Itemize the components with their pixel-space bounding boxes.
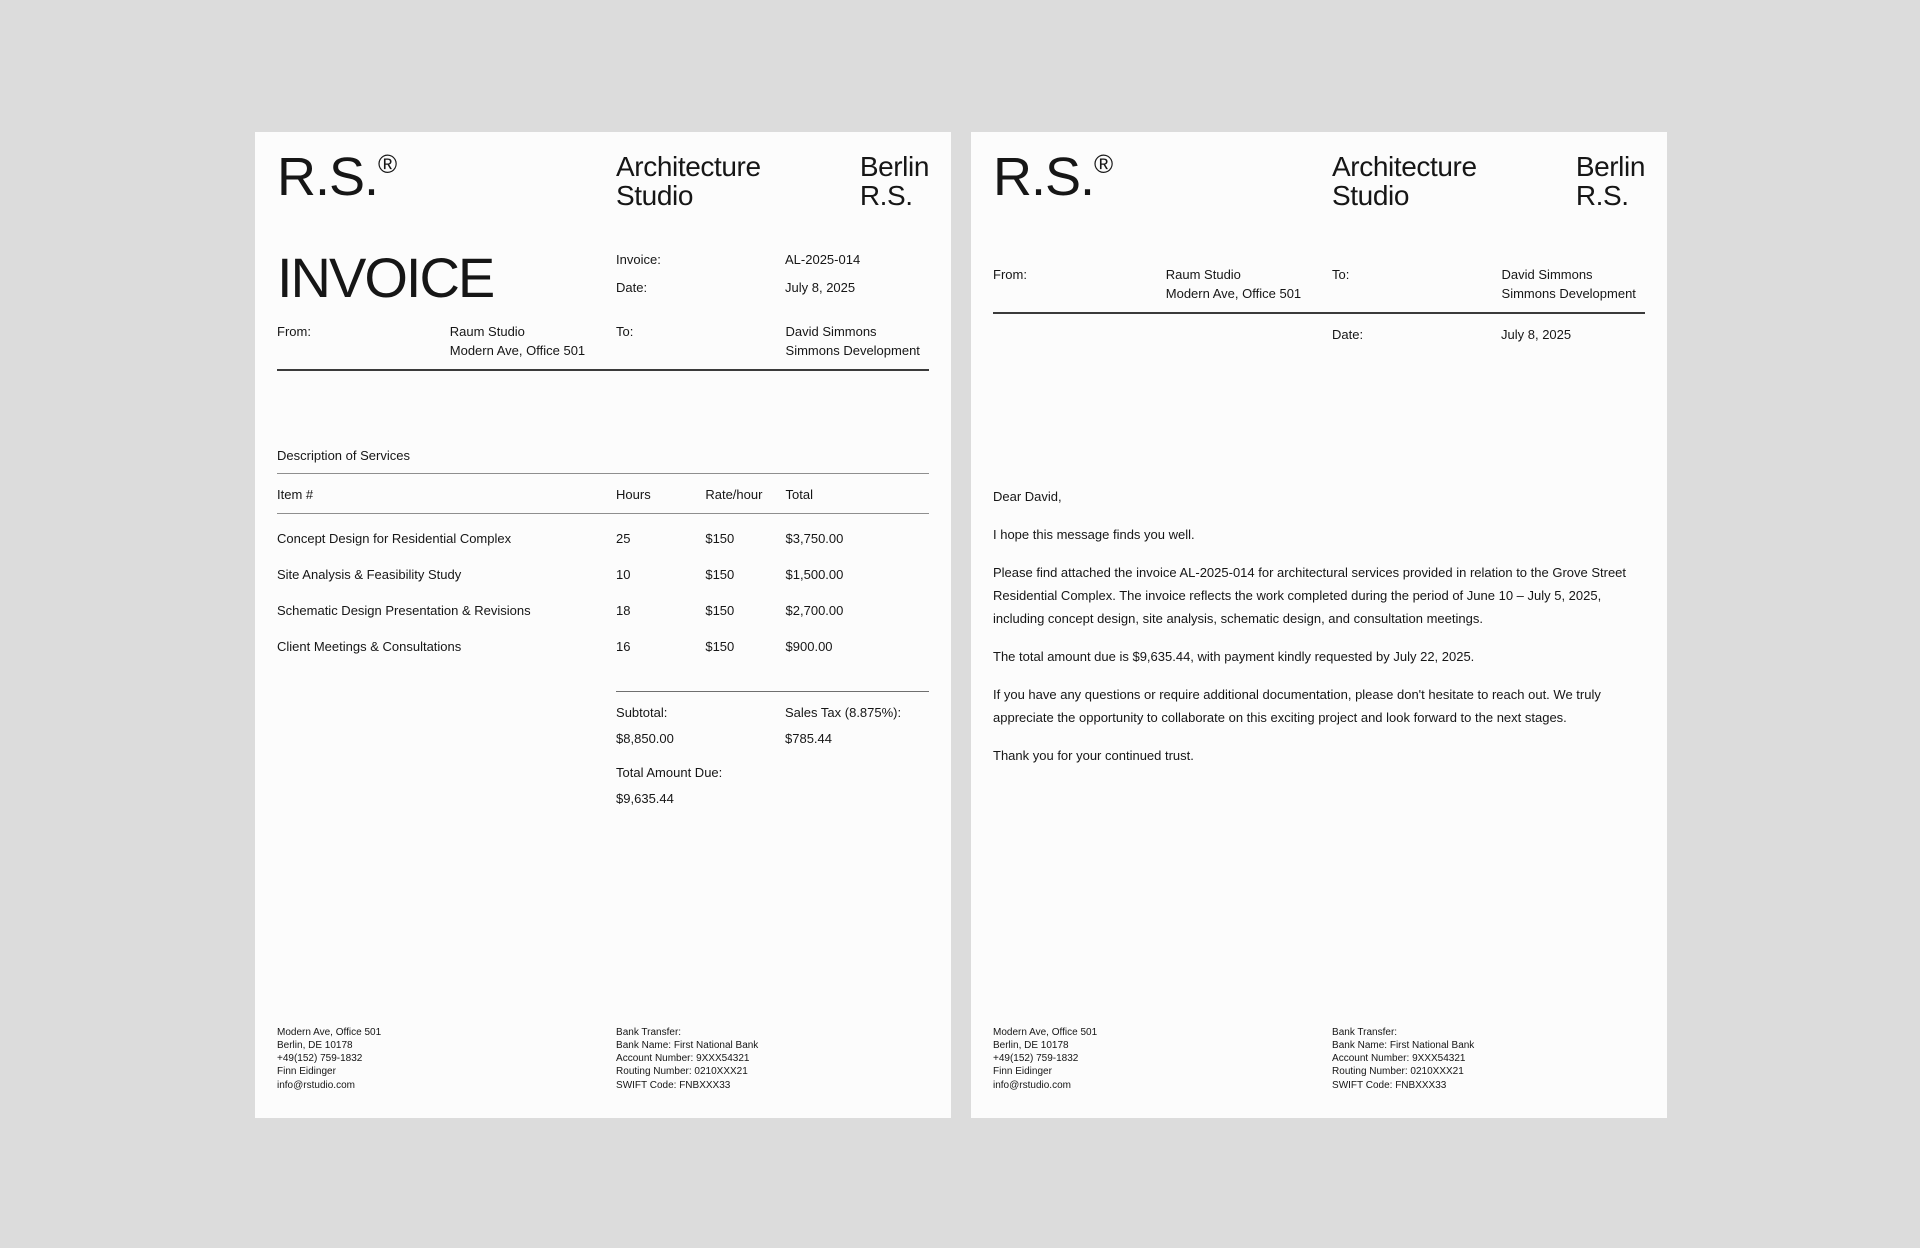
total-due-label: Total Amount Due: [616, 765, 723, 781]
letter-body [993, 485, 1645, 767]
service-rate: $150 [705, 638, 735, 654]
letter-paragraph: The total amount due is $9,635.44, with payment kindly requested by July 22, 2025. [993, 648, 1475, 664]
from-address: Modern Ave, Office 501 [449, 342, 586, 358]
subtotal-label: Subtotal: [616, 704, 668, 720]
to-company: Simmons Development [1501, 286, 1636, 302]
from-name: Raum Studio [1165, 267, 1241, 283]
footer-contact-name: Finn Eidinger [277, 1066, 336, 1078]
letter-date-inner [1332, 326, 1645, 345]
total-due-block [616, 764, 929, 809]
sales-tax-value: $785.44 [785, 730, 833, 746]
footer-email: info@rstudio.com [993, 1079, 1071, 1091]
column-header-rate: Rate/hour [705, 487, 763, 503]
invoice-date-label: Date: [616, 280, 648, 296]
from-value [1166, 266, 1332, 304]
letter-paragraph: Thank you for your continued trust. [993, 747, 1194, 763]
footer-swift-code: SWIFT Code: FNBXXX33 [616, 1079, 731, 1091]
to-value [786, 323, 929, 361]
invoice-title-row [277, 246, 929, 310]
from-value [450, 323, 616, 361]
services-top-divider [277, 473, 929, 474]
invoice-parties [277, 323, 929, 361]
from-label: From: [993, 267, 1027, 283]
footer-bank-block [616, 1026, 929, 1092]
parties-divider [277, 369, 929, 371]
studio-name-line1: Architecture [1332, 151, 1477, 182]
sales-tax-label: Sales Tax (8.875%): [785, 704, 902, 720]
footer-bank-transfer-label: Bank Transfer: [1332, 1026, 1398, 1038]
service-total: $2,700.00 [785, 602, 844, 618]
letter-parties [993, 266, 1645, 304]
letter-salutation: Dear David, [993, 488, 1062, 504]
footer-bank-name: Bank Name: First National Bank [616, 1039, 759, 1051]
invoice-page [255, 132, 951, 1118]
page-title: INVOICE [277, 246, 494, 310]
service-rate: $150 [705, 602, 735, 618]
letter-paragraph: If you have any questions or require additional documentation, please don't hesitate to reach out. We truly appreciate the opportunity to collaborate on this exciting project and look forward to the next stages. [993, 686, 1601, 725]
footer-account-number: Account Number: 9XXX54321 [616, 1053, 750, 1065]
service-hours: 25 [616, 531, 631, 547]
invoice-page-footer [277, 1026, 929, 1092]
totals-grid [616, 704, 929, 749]
studio-location-line1: Berlin [859, 151, 929, 182]
studio-logo [993, 147, 1332, 207]
letter-page-header [993, 147, 1645, 212]
footer-routing-number: Routing Number: 0210XXX21 [616, 1066, 748, 1078]
footer-bank-block [1332, 1026, 1645, 1092]
studio-location [1576, 152, 1645, 210]
totals-section [616, 691, 929, 809]
table-row [277, 602, 929, 621]
footer-address-line: Modern Ave, Office 501 [277, 1026, 382, 1038]
footer-city-line: Berlin, DE 10178 [993, 1039, 1069, 1051]
services-header-divider [277, 513, 929, 514]
subtotal-block [616, 704, 785, 749]
to-name: David Simmons [785, 323, 877, 339]
letter-date-row [993, 326, 1645, 345]
logo-text: R.S. [277, 147, 379, 207]
footer-phone-line: +49(152) 759-1832 [277, 1053, 363, 1065]
services-table-header [277, 486, 929, 505]
to-label: To: [1332, 267, 1350, 283]
table-row [277, 566, 929, 585]
studio-name [616, 152, 786, 210]
letter-date-label: Date: [1332, 326, 1364, 342]
invoice-number-row [616, 251, 929, 270]
service-hours: 18 [616, 602, 631, 618]
to-value [1502, 266, 1645, 304]
from-name: Raum Studio [449, 323, 525, 339]
subtotal-value: $8,850.00 [616, 730, 674, 746]
footer-contact-name: Finn Eidinger [993, 1066, 1052, 1078]
studio-logo [277, 147, 616, 207]
footer-phone-line: +49(152) 759-1832 [993, 1053, 1079, 1065]
footer-contact-block [277, 1026, 616, 1092]
invoice-date-row [616, 279, 929, 298]
footer-bank-transfer-label: Bank Transfer: [616, 1026, 682, 1038]
studio-name-line1: Architecture [616, 151, 761, 182]
studio-name-line2: Studio [1332, 180, 1410, 212]
letter-paragraph: Please find attached the invoice AL-2025-014 for architectural services provided in relation to the Grove Street Residential Complex. The invoice reflects the work completed during the period of June 10 – July 5, 2025, including concept design, site analysis, schematic design, and consultation meetings. [993, 564, 1627, 626]
table-row [277, 638, 929, 657]
invoice-date-value: July 8, 2025 [785, 280, 856, 296]
footer-swift-code: SWIFT Code: FNBXXX33 [1332, 1079, 1447, 1091]
footer-bank-name: Bank Name: First National Bank [1332, 1039, 1475, 1051]
parties-divider [993, 312, 1645, 314]
footer-city-line: Berlin, DE 10178 [277, 1039, 353, 1051]
to-company: Simmons Development [785, 342, 920, 358]
from-address: Modern Ave, Office 501 [1165, 286, 1302, 302]
footer-routing-number: Routing Number: 0210XXX21 [1332, 1066, 1464, 1078]
service-rate: $150 [705, 531, 735, 547]
studio-name [1332, 152, 1502, 210]
from-label: From: [277, 323, 311, 339]
cover-letter-page [971, 132, 1667, 1118]
column-header-item: Item # [277, 487, 314, 503]
service-rate: $150 [705, 567, 735, 583]
sales-tax-block [785, 704, 929, 749]
footer-email: info@rstudio.com [277, 1079, 355, 1091]
table-row [277, 530, 929, 549]
service-total: $1,500.00 [785, 567, 844, 583]
studio-name-line2: Studio [616, 180, 694, 212]
column-header-total: Total [785, 487, 813, 503]
studio-location-line2: R.S. [1575, 180, 1629, 212]
registered-trademark: ® [378, 149, 398, 179]
to-name: David Simmons [1501, 267, 1593, 283]
totals-divider [616, 691, 929, 692]
service-item: Schematic Design Presentation & Revisions [277, 602, 531, 618]
column-header-hours: Hours [616, 487, 651, 503]
footer-address-line: Modern Ave, Office 501 [993, 1026, 1098, 1038]
logo-text: R.S. [993, 147, 1095, 207]
total-due-value: $9,635.44 [616, 791, 674, 807]
service-item: Concept Design for Residential Complex [277, 531, 512, 547]
services-section-label: Description of Services [277, 447, 410, 463]
service-hours: 10 [616, 567, 631, 583]
footer-account-number: Account Number: 9XXX54321 [1332, 1053, 1466, 1065]
service-item: Site Analysis & Feasibility Study [277, 567, 462, 583]
service-item: Client Meetings & Consultations [277, 638, 462, 654]
invoice-meta [616, 250, 929, 307]
service-total: $3,750.00 [785, 531, 844, 547]
registered-trademark: ® [1094, 149, 1114, 179]
to-label: To: [616, 323, 634, 339]
studio-location-line2: R.S. [859, 180, 913, 212]
service-hours: 16 [616, 638, 631, 654]
footer-contact-block [993, 1026, 1332, 1092]
letter-paragraph: I hope this message finds you well. [993, 526, 1195, 542]
invoice-number-label: Invoice: [616, 252, 661, 268]
studio-location [860, 152, 929, 210]
service-total: $900.00 [785, 638, 833, 654]
invoice-number-value: AL-2025-014 [785, 252, 861, 268]
letter-page-footer [993, 1026, 1645, 1092]
studio-location-line1: Berlin [1575, 151, 1645, 182]
letter-date-value: July 8, 2025 [1501, 326, 1572, 342]
invoice-page-header [277, 147, 929, 212]
